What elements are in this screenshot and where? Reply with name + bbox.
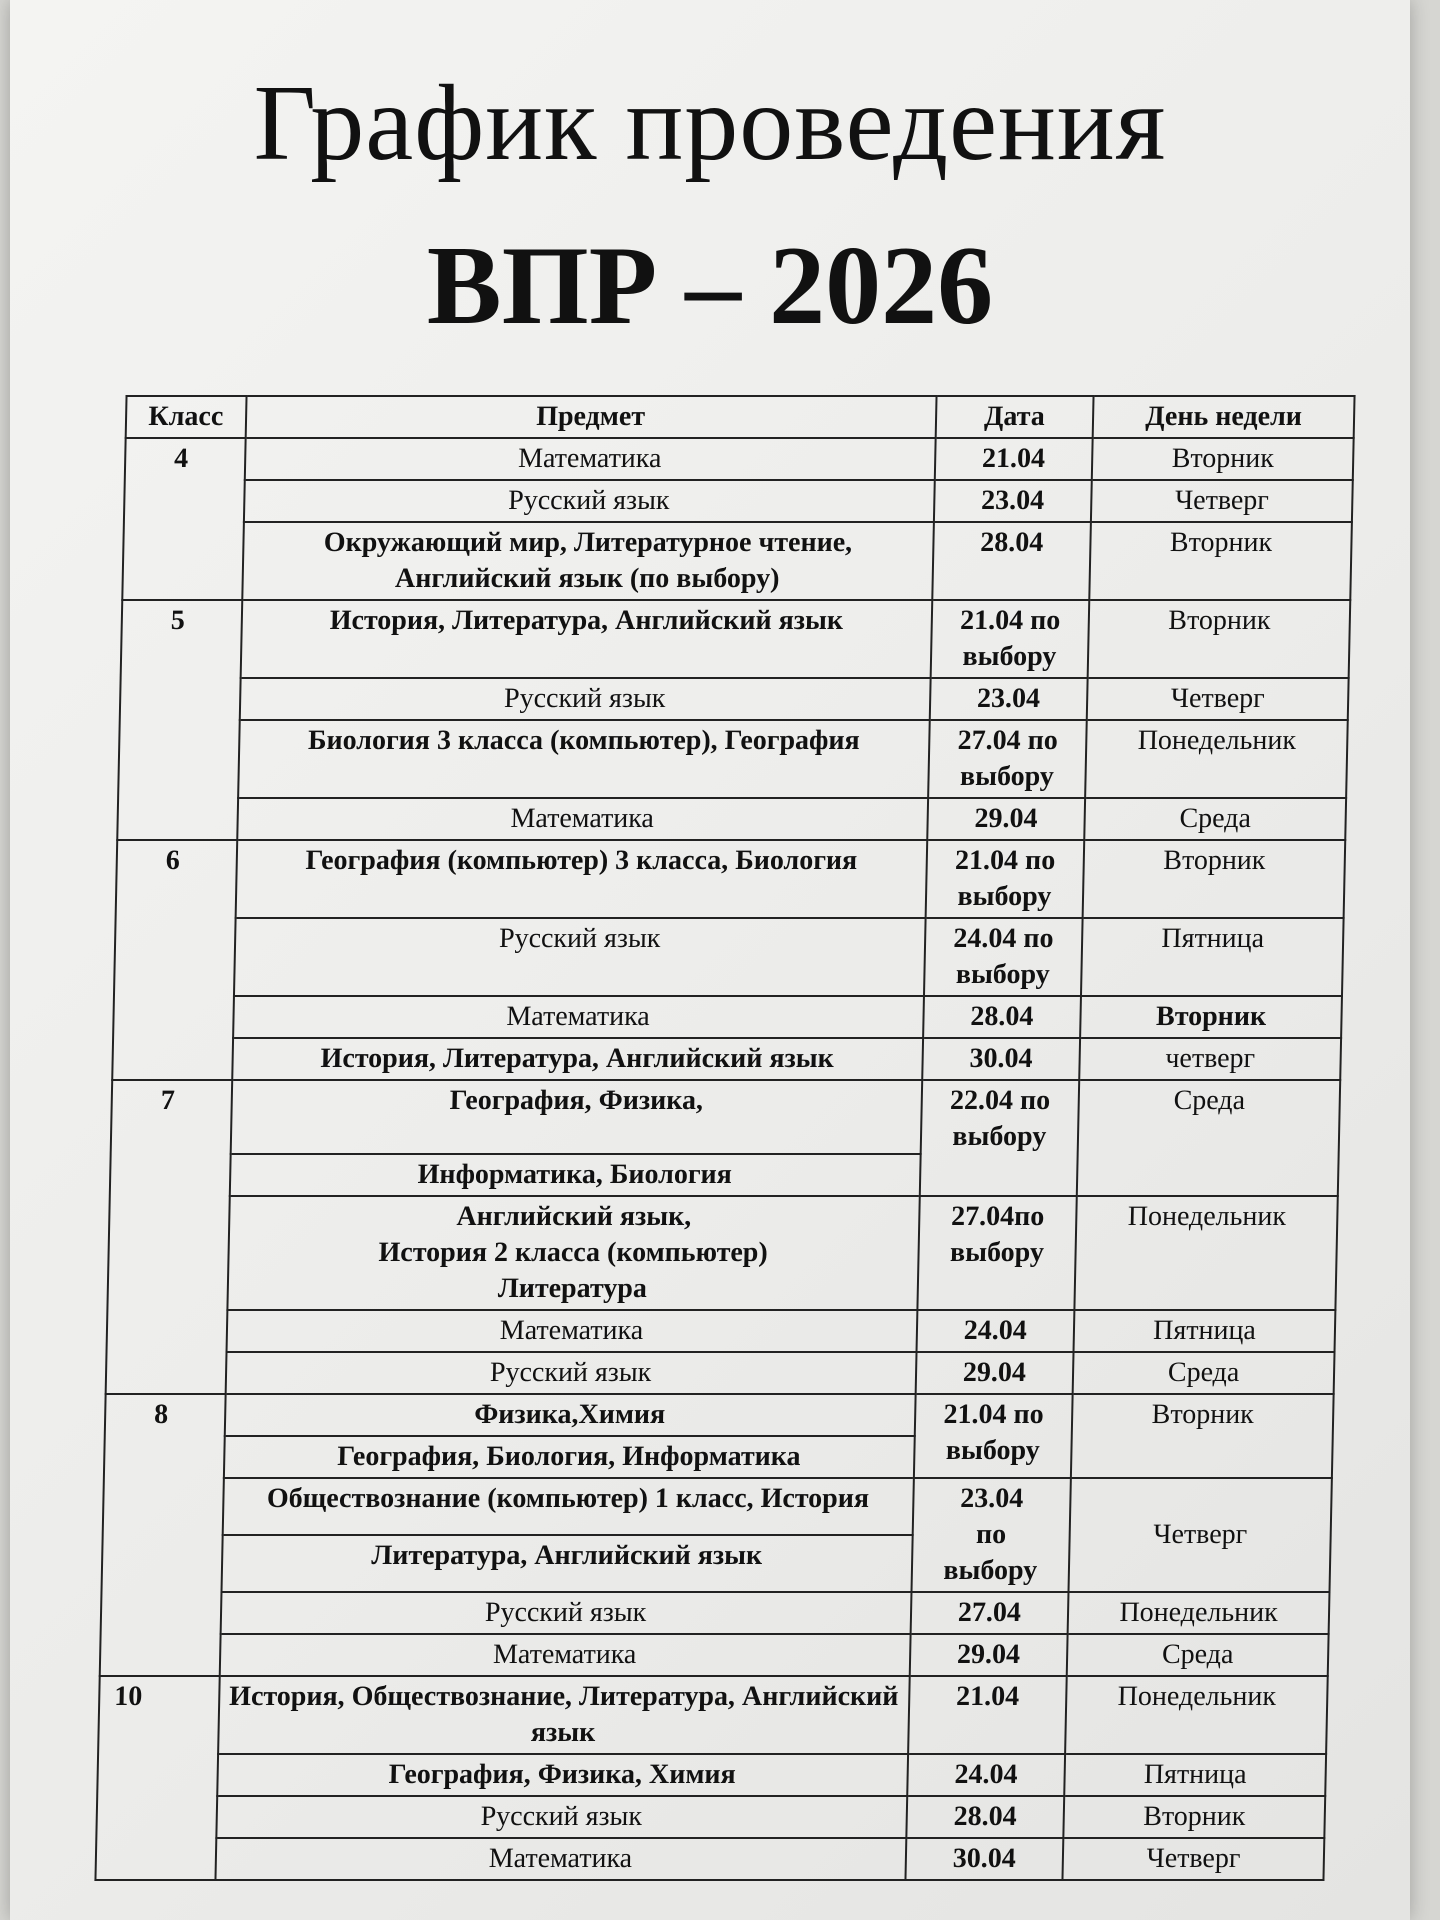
grade-label: 6	[112, 840, 237, 1080]
header-subject: Предмет	[245, 396, 936, 438]
subject-cell: Математика	[233, 996, 924, 1038]
subject-cell: География, Физика, Химия	[217, 1754, 908, 1796]
date-cell: 21.04 по выбору	[925, 840, 1084, 918]
subject-cell: Математика	[237, 798, 928, 840]
subject-cell: Информатика, Биология	[229, 1154, 920, 1196]
paper-sheet	[10, 0, 1410, 1920]
weekday-cell: Вторник	[1092, 438, 1354, 480]
date-cell: 28.04	[923, 996, 1081, 1038]
subject-cell: История, Обществознание, Литература, Английский язык	[218, 1676, 910, 1754]
subject-cell	[227, 1196, 919, 1310]
date-cell: 23.04	[933, 480, 1091, 522]
weekday-cell: Пятница	[1064, 1754, 1326, 1796]
weekday-cell: Вторник	[1071, 1394, 1334, 1478]
date-cell: 28.04	[932, 522, 1091, 600]
weekday-cell: Среда	[1067, 1634, 1329, 1676]
grade-label: 7	[106, 1080, 232, 1394]
weekday-cell: Понедельник	[1085, 720, 1347, 798]
grade-label: 10	[95, 1676, 219, 1880]
subject-cell: Литература, Английский язык	[221, 1535, 912, 1592]
table-row	[117, 798, 1346, 840]
date-cell	[911, 1478, 1071, 1592]
subject-cell: Русский язык	[234, 918, 926, 996]
date-cell: 21.04 по выбору	[913, 1394, 1072, 1478]
date-cell: 27.04	[910, 1592, 1068, 1634]
weekday-cell: Вторник	[1089, 522, 1351, 600]
date-cell: 24.04	[907, 1754, 1065, 1796]
header-weekday: День недели	[1093, 396, 1355, 438]
weekday-cell: Четверг	[1063, 1838, 1325, 1880]
subject-cell: Математика	[226, 1310, 917, 1352]
subject-cell: Русский язык	[243, 480, 934, 522]
weekday-cell: Понедельник	[1075, 1196, 1338, 1310]
table-row	[98, 1676, 1328, 1754]
date-line: выбору	[943, 1555, 1038, 1586]
table-row	[114, 918, 1344, 996]
date-cell: 28.04	[906, 1796, 1064, 1838]
date-cell: 29.04	[927, 798, 1085, 840]
table-row	[116, 840, 1346, 918]
subject-cell: Физика,Химия	[224, 1394, 915, 1436]
title-line-1: График проведения	[253, 64, 1167, 183]
table-row	[113, 996, 1342, 1038]
subject-cell: Русский язык	[225, 1352, 916, 1394]
grade-label: 5	[117, 600, 242, 840]
subject-cell: Математика	[215, 1838, 906, 1880]
table-row	[100, 1634, 1329, 1676]
table-row	[111, 1080, 1341, 1154]
table-row	[112, 1038, 1341, 1080]
table-row	[107, 1310, 1336, 1352]
weekday-cell: Среда	[1084, 798, 1346, 840]
date-cell: 27.04по выбору	[917, 1196, 1077, 1310]
table-row	[101, 1592, 1330, 1634]
subject-cell: Русский язык	[216, 1796, 907, 1838]
weekday-cell: Понедельник	[1065, 1676, 1327, 1754]
table-row	[103, 1478, 1332, 1535]
subject-cell: Русский язык	[239, 678, 930, 720]
table-row	[120, 678, 1349, 720]
table-row	[122, 522, 1352, 600]
weekday-cell: Четверг	[1091, 480, 1353, 522]
subject-cell: Математика	[219, 1634, 910, 1676]
table-row	[96, 1796, 1325, 1838]
weekday-cell: Вторник	[1083, 840, 1345, 918]
weekday-cell: Понедельник	[1068, 1592, 1330, 1634]
table-row	[95, 1838, 1324, 1880]
grade-label: 4	[122, 438, 245, 600]
subject-cell: География (компьютер) 3 класса, Биология	[235, 840, 927, 918]
subject-cell: Биология 3 класса (компьютер), География	[238, 720, 930, 798]
date-cell: 21.04	[908, 1676, 1067, 1754]
date-cell: 30.04	[922, 1038, 1080, 1080]
date-cell: 21.04	[934, 438, 1092, 480]
weekday-cell: Среда	[1077, 1080, 1340, 1196]
subject-line: Литература	[497, 1273, 648, 1304]
header-class: Класс	[126, 396, 246, 438]
date-cell: 24.04	[916, 1310, 1074, 1352]
date-cell: 22.04 по выбору	[919, 1080, 1079, 1196]
header-row	[126, 396, 1355, 438]
subject-cell: География, Биология, Информатика	[223, 1436, 914, 1478]
subject-cell: Обществознание (компьютер) 1 класс, История	[222, 1478, 913, 1535]
title-line-2: ВПР – 2026	[426, 224, 994, 348]
grade-label: 8	[100, 1394, 225, 1676]
subject-cell: Окружающий мир, Литературное чтение, Английский язык (по выбору)	[242, 522, 934, 600]
date-cell: 29.04	[909, 1634, 1067, 1676]
date-line: 23.04	[959, 1483, 1024, 1514]
table-row	[124, 480, 1353, 522]
weekday-cell: Пятница	[1081, 918, 1343, 996]
subject-cell: История, Литература, Английский язык	[240, 600, 932, 678]
weekday-cell: Четверг	[1069, 1478, 1332, 1592]
weekday-cell: Вторник	[1088, 600, 1350, 678]
table-row	[121, 600, 1351, 678]
table-row	[106, 1352, 1335, 1394]
date-cell: 30.04	[905, 1838, 1063, 1880]
weekday-cell: Среда	[1073, 1352, 1335, 1394]
header-date: Дата	[935, 396, 1093, 438]
table-row	[118, 720, 1348, 798]
table-row	[107, 1196, 1337, 1310]
date-cell: 29.04	[915, 1352, 1073, 1394]
date-cell: 23.04	[929, 678, 1087, 720]
table-row	[105, 1394, 1334, 1436]
subject-line: История 2 класса (компьютер)	[378, 1237, 769, 1268]
date-cell: 24.04 по выбору	[924, 918, 1083, 996]
subject-cell: Математика	[244, 438, 935, 480]
date-cell: 27.04 по выбору	[928, 720, 1087, 798]
weekday-cell: Вторник	[1063, 1796, 1325, 1838]
subject-line: Английский язык,	[456, 1201, 692, 1232]
date-cell: 21.04 по выбору	[930, 600, 1089, 678]
date-line: по	[975, 1519, 1007, 1550]
subject-cell: География, Физика,	[230, 1080, 922, 1154]
subject-cell: История, Литература, Английский язык	[232, 1038, 923, 1080]
weekday-cell: Пятница	[1074, 1310, 1336, 1352]
weekday-cell: Четверг	[1087, 678, 1349, 720]
weekday-cell: четверг	[1079, 1038, 1341, 1080]
table-row	[97, 1754, 1326, 1796]
weekday-cell: Вторник	[1080, 996, 1342, 1038]
subject-cell: Русский язык	[220, 1592, 911, 1634]
schedule-table	[94, 395, 1355, 1881]
table-row	[125, 438, 1354, 480]
